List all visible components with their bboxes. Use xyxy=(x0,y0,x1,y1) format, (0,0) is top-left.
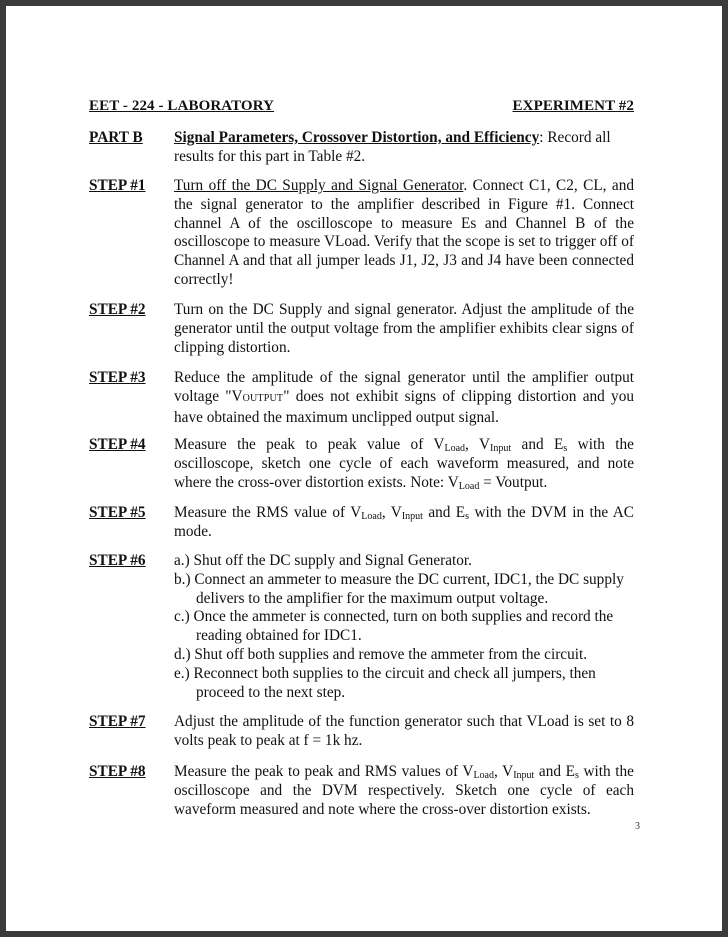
step-6-item-a: a.) Shut off the DC supply and Signal Generator. xyxy=(174,552,472,569)
experiment-header: EXPERIMENT #2 xyxy=(512,98,634,114)
step-4-label: STEP #4 xyxy=(89,436,146,453)
step-1-lead: Turn off the DC Supply and Signal Generator xyxy=(174,177,464,194)
step-8-label: STEP #8 xyxy=(89,763,146,780)
step-7-label: STEP #7 xyxy=(89,713,146,730)
step-6-item-c: c.) Once the ammeter is connected, turn on both supplies and record the reading obtained for IDC1. xyxy=(174,608,614,645)
step-2-label: STEP #2 xyxy=(89,301,146,318)
step-5-label: STEP #5 xyxy=(89,504,146,521)
course-header: EET - 224 - LABORATORY xyxy=(89,98,275,114)
step-5-text: Measure the RMS value of $V_{Load}$, $V_{Input}$ and $E_s$ with the DVM in the AC mode. xyxy=(174,504,634,540)
page-number: 3 xyxy=(635,821,640,832)
part-b-text: Signal Parameters, Crossover Distortion, and Efficiency: Record all results for this part in Table #2. xyxy=(174,129,611,165)
part-b-title: Signal Parameters, Crossover Distortion, and Efficiency xyxy=(174,129,540,146)
step-1-text: Turn off the DC Supply and Signal Generator. Connect C1, C2, CL, and the signal generator to the amplifier described in Figure #1. Connect channel A of the oscilloscope to measure Es and Channel B of the oscilloscope to measure VLoad. Verify that the scope is set to trigger off of Channel A and that all jumper leads J1, J2, J3 and J4 have been connected correctly! xyxy=(174,177,634,288)
step-1-label: STEP #1 xyxy=(89,177,146,194)
step-6-item-d: d.) Shut off both supplies and remove the ammeter from the circuit. xyxy=(174,645,588,663)
document-page xyxy=(6,6,722,931)
step-8-text: Measure the peak to peak and RMS values of $V_{Load}$, $V_{Input}$ and $E_s$ with the oscilloscope and the DVM respectively. Sketch one cycle of each waveform measured and note where the cross-over distortion exists. xyxy=(174,763,634,818)
step-3-text: Reduce the amplitude of the signal generator until the amplifier output voltage "VOUTPUT" does not exhibit signs of clipping distortion and you have obtained the maximum unclipped output signal. xyxy=(174,369,635,426)
step-7-text: Adjust the amplitude of the function generator such that VLoad is set to 8 volts peak to peak at f = 1k hz. xyxy=(174,713,634,749)
step-6-item-e: e.) Reconnect both supplies to the circuit and check all jumpers, then proceed to the next step. xyxy=(174,664,596,701)
step-6-item-b: b.) Connect an ammeter to measure the DC current, IDC1, the DC supply delivers to the amplifier for the maximum output voltage. xyxy=(174,570,624,607)
step-4-text: Measure the peak to peak value of $V_{Load}$, $V_{Input}$ and $E_s$ with the oscilloscope, sketch one cycle of each waveform measured, and note where the cross-over distortion exists. Note: $V_{Load}$ = Voutput. xyxy=(174,436,634,492)
step-6-label: STEP #6 xyxy=(89,552,146,569)
step-2-text: Turn on the DC Supply and signal generator. Adjust the amplitude of the generator until the output voltage from the amplifier exhibits clear signs of clipping distortion. xyxy=(174,301,634,356)
step-3-label: STEP #3 xyxy=(89,369,146,386)
step-6-list xyxy=(174,552,634,702)
part-b-label: PART B xyxy=(89,129,143,146)
